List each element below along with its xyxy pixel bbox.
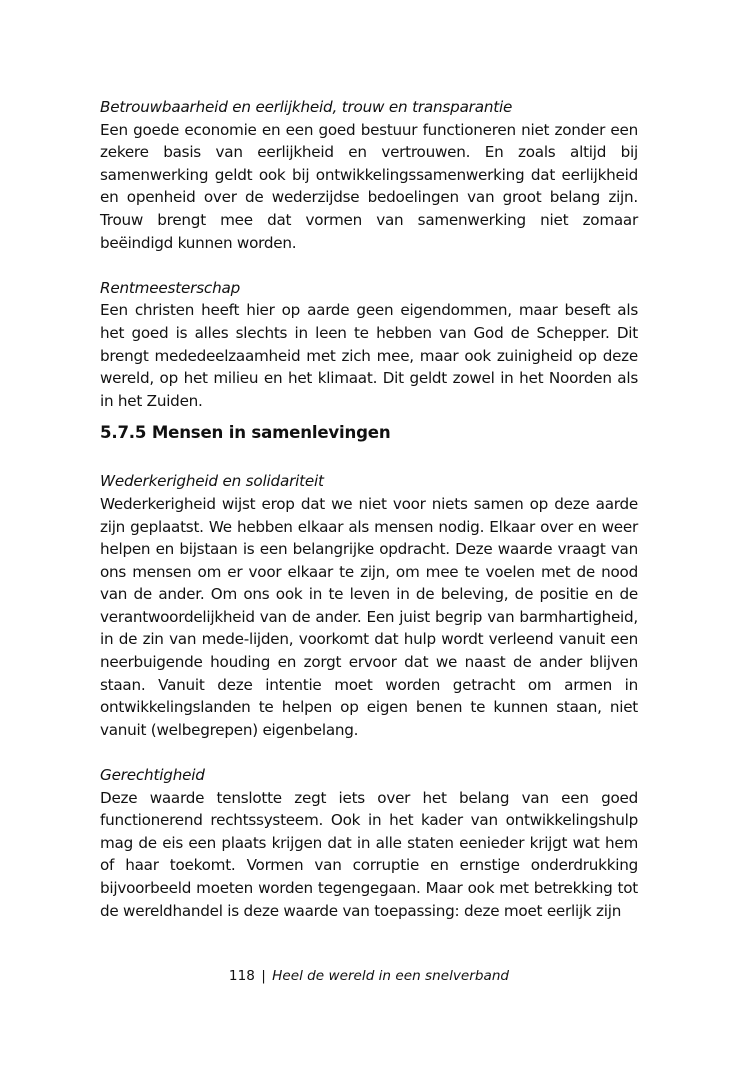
section-heading: 5.7.5 Mensen in samenlevingen — [100, 423, 391, 443]
spacer — [100, 254, 638, 277]
subheading: Gerechtigheid — [100, 766, 205, 785]
subheading: Rentmeesterschap — [100, 278, 241, 297]
paragraph: Wederkerigheid wijst erop dat we niet voor niets samen op deze aarde zijn geplaatst. We hebben elkaar als mensen nodig. Elkaar over en weer helpen en bijstaan is een belangrijke opdracht. Deze waarde vraagt van ons mensen om er voor elkaar te zijn, om mee te voelen met de nood van de ander. Om ons ook in te leven in de beleving, de positie en de verantwoordelijkheid van de ander. Een juist begrip van barmhartigheid, in de zin van mede-lijden, voorkomt dat hulp wordt verleend vanuit een neerbuigende houding en zorgt ervoor dat we naast de ander blijven staan. Vanuit deze intentie moet worden getracht om armen in ontwikkelingslanden te helpen op eigen benen te kunnen staan, niet vanuit (welbegrepen) eigenbelang. — [100, 494, 638, 739]
paragraph: Deze waarde tenslotte zegt iets over het belang van een goed functionerend rechtssysteem. Ook in het kader van ontwikkelingshulp mag de eis een plaats krijgen dat in alle staten eenieder krijgt wat hem of haar toekomt. Vormen van corruptie en ernstige onderdrukking bijvoorbeeld moeten worden tegengegaan. Maar ook met betrekking tot de wereldhandel is deze waarde van toepassing: deze moet eerlijk zijn — [100, 788, 638, 920]
paragraph: Een christen heeft hier op aarde geen eigendommen, maar beseft als het goed is alles slechts in leen te hebben van God de Schepper. Dit brengt mededeelzaamheid met zich mee, maar ook zuinigheid op deze wereld, op het milieu en het klimaat. Dit geldt zowel in het Noorden als in het Zuiden. — [100, 301, 638, 410]
book-title: Heel de wereld in een snelverband — [272, 968, 510, 984]
spacer — [100, 444, 638, 470]
paragraph: Een goede economie en een goed bestuur functioneren niet zonder een zekere basis van eerlijkheid en vertrouwen. En zoals altijd bij samenwerking geldt ook bij ontwikkelingssamenwerking dat eerlijkheid en openheid over de wederzijdse bedoelingen van groot belang zijn. Trouw brengt mee dat vormen van samenwerking niet zomaar beëindigd kunnen worden. — [100, 120, 638, 252]
subheading: Wederkerigheid en solidariteit — [100, 472, 324, 491]
footer-separator: | — [261, 968, 266, 984]
page-body — [100, 96, 638, 922]
page-number: 118 — [228, 968, 255, 984]
spacer — [100, 741, 638, 764]
section-wederkerigheid — [100, 470, 638, 741]
section-gerechtigheid — [100, 764, 638, 922]
section-rentmeesterschap — [100, 277, 638, 413]
subheading: Betrouwbaarheid en eerlijkheid, trouw en transparantie — [100, 98, 513, 116]
page-footer — [0, 966, 738, 986]
section-betrouwbaarheid — [100, 96, 638, 254]
